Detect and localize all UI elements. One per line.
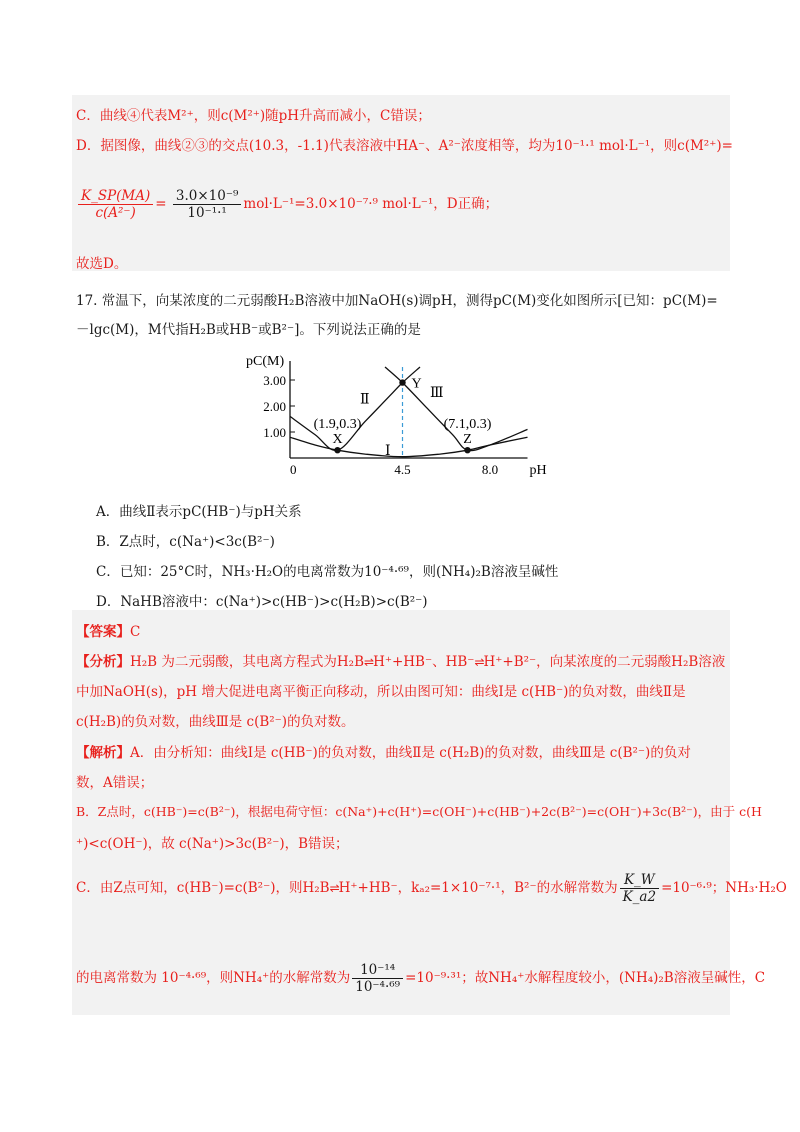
- hydrolysis-fraction: $\frac{\text{10⁻¹⁴}}{\text{10⁻⁴·⁶⁹}}$: [352, 962, 403, 995]
- curve-label-1: Ⅰ: [385, 443, 391, 459]
- point-y: [399, 379, 405, 385]
- point-label-x: X: [332, 432, 343, 448]
- analysis-line2: 中加NaOH(s)，pH 增大促进电离平衡正向移动，所以由图可知：曲线Ⅰ是 c(HB⁻)的负对数，曲线Ⅱ是: [76, 684, 686, 700]
- pc-ph-chart: [245, 338, 555, 478]
- x-tick-label: 0: [290, 462, 297, 477]
- kw-fraction: $\frac{K\_W}{K\_a2}$: [620, 872, 659, 905]
- curve-2: [290, 367, 420, 450]
- option-d[interactable]: D．NaHB溶液中：c(Na⁺)>c(HB⁻)>c(H₂B)>c(B²⁻): [96, 594, 428, 610]
- value-fraction: [173, 188, 242, 221]
- point-label-y: Y: [411, 376, 422, 392]
- solution-c-line2: 的电离常数为 10⁻⁴·⁶⁹，则NH₄⁺的水解常数为 $\frac{\text{10⁻¹⁴}}{\text{10⁻⁴·⁶⁹}}$ =10⁻⁹·³¹；故NH₄⁺水解程度较小，(NH₄)₂B溶液呈碱性，C: [76, 962, 766, 995]
- y-tick-label: 2.00: [263, 399, 286, 414]
- prev-equation: $\frac{K\_SP(MA)}{\text{c(A²⁻)}}$ = $\frac{\text{3.0×10⁻⁹}}{\text{10⁻¹·¹}}$ mol·L⁻¹=3.0×10⁻⁷·⁹ mol·L⁻¹，D正确；: [76, 188, 498, 221]
- curve-label-3: Ⅲ: [430, 385, 444, 401]
- question-number: 17.: [76, 293, 98, 309]
- ksp-fraction: [78, 188, 153, 221]
- solution-b-line2: ⁺)<c(OH⁻)，故 c(Na⁺)>3c(B²⁻)，B错误；: [76, 836, 349, 852]
- question-stem-line1: 17. 常温下，向某浓度的二元弱酸H₂B溶液中加NaOH(s)调pH，测得pC(M)变化如图所示[已知：pC(M)=: [76, 293, 718, 309]
- point-annotation-x: (1.9,0.3): [313, 417, 362, 433]
- option-a[interactable]: A．曲线Ⅱ表示pC(HB⁻)与pH关系: [96, 504, 302, 520]
- solution-a-line2: 数，A错误；: [76, 775, 154, 791]
- equilibrium-arrow-icon: ⇌: [364, 655, 374, 669]
- value-denominator: 10⁻¹·¹: [187, 205, 227, 221]
- y-tick-label: 3.00: [263, 373, 286, 388]
- question-stem-line2: －lgc(M)，M代指H₂B或HB⁻或B²⁻]。下列说法正确的是: [76, 322, 421, 338]
- analysis-label: 【分析】: [76, 654, 130, 670]
- point-label-z: Z: [463, 432, 472, 448]
- solution-b-line1: B．Z点时，c(HB⁻)=c(B²⁻)，根据电荷守恒：c(Na⁺)+c(H⁺)=c(OH⁻)+c(HB⁻)+2c(B²⁻)=c(OH⁻)+3c(B²⁻)，由于 c(H: [76, 804, 762, 819]
- equilibrium-arrow-icon: ⇌: [329, 881, 339, 895]
- prev-option-c-explanation: C．曲线④代表M²⁺，则c(M²⁺)随pH升高而减小，C错误；: [76, 108, 431, 124]
- point-z: [464, 447, 470, 453]
- analysis-line1: 【分析】H₂B 为二元弱酸，其电离方程式为H₂B⇌H⁺+HB⁻、HB⁻⇌H⁺+B²⁻，向某浓度的二元弱酸H₂B溶液: [76, 654, 726, 670]
- prev-option-d-explanation: D．据图像，曲线②③的交点(10.3，-1.1)代表溶液中HA⁻、A²⁻浓度相等，均为10⁻¹·¹ mol·L⁻¹，则c(M²⁺)=: [76, 138, 733, 154]
- x-tick-label: 4.5: [394, 462, 411, 477]
- point-annotation-z: (7.1,0.3): [443, 417, 492, 433]
- prev-conclusion: 故选D。: [76, 256, 128, 272]
- ksp-denominator: c(A²⁻): [95, 205, 136, 221]
- answer-value: C: [130, 624, 141, 640]
- option-c[interactable]: C．已知：25°C时，NH₃·H₂O的电离常数为10⁻⁴·⁶⁹，则(NH₄)₂B溶液呈碱性: [96, 564, 559, 580]
- curve-label-2: Ⅱ: [360, 392, 370, 408]
- y-tick-label: 1.00: [263, 425, 286, 440]
- analysis-line3: c(H₂B)的负对数，曲线Ⅲ是 c(B²⁻)的负对数。: [76, 714, 355, 730]
- solution-a-line1: 【解析】A．由分析知：曲线Ⅰ是 c(HB⁻)的负对数，曲线Ⅱ是 c(H₂B)的负对数，曲线Ⅲ是 c(B²⁻)的负对: [76, 745, 691, 761]
- answer-line: [76, 620, 140, 640]
- option-b[interactable]: B．Z点时，c(Na⁺)<3c(B²⁻): [96, 534, 275, 550]
- prev-result: mol·L⁻¹=3.0×10⁻⁷·⁹ mol·L⁻¹，D正确；: [243, 196, 499, 212]
- solution-c-line1: C．由Z点可知，c(HB⁻)=c(B²⁻)，则H₂B⇌H⁺+HB⁻，kₐ₂=1×10⁻⁷·¹，B²⁻的水解常数为 $\frac{K\_W}{K\_a2}$ =10⁻⁶·⁹；NH₃·H₂O: [76, 872, 787, 905]
- curve-1: [290, 437, 528, 457]
- point-x: [334, 447, 340, 453]
- x-tick-label: 8.0: [481, 462, 499, 477]
- answer-label: 【答案】: [76, 624, 130, 640]
- equilibrium-arrow-icon: ⇌: [474, 655, 484, 669]
- x-axis-label: pH: [529, 463, 547, 478]
- ksp-numerator: K_SP(MA): [78, 188, 153, 205]
- value-numerator: 3.0×10⁻⁹: [173, 188, 242, 205]
- solution-label: 【解析】: [76, 745, 130, 761]
- y-axis-label: pC(M): [246, 354, 285, 369]
